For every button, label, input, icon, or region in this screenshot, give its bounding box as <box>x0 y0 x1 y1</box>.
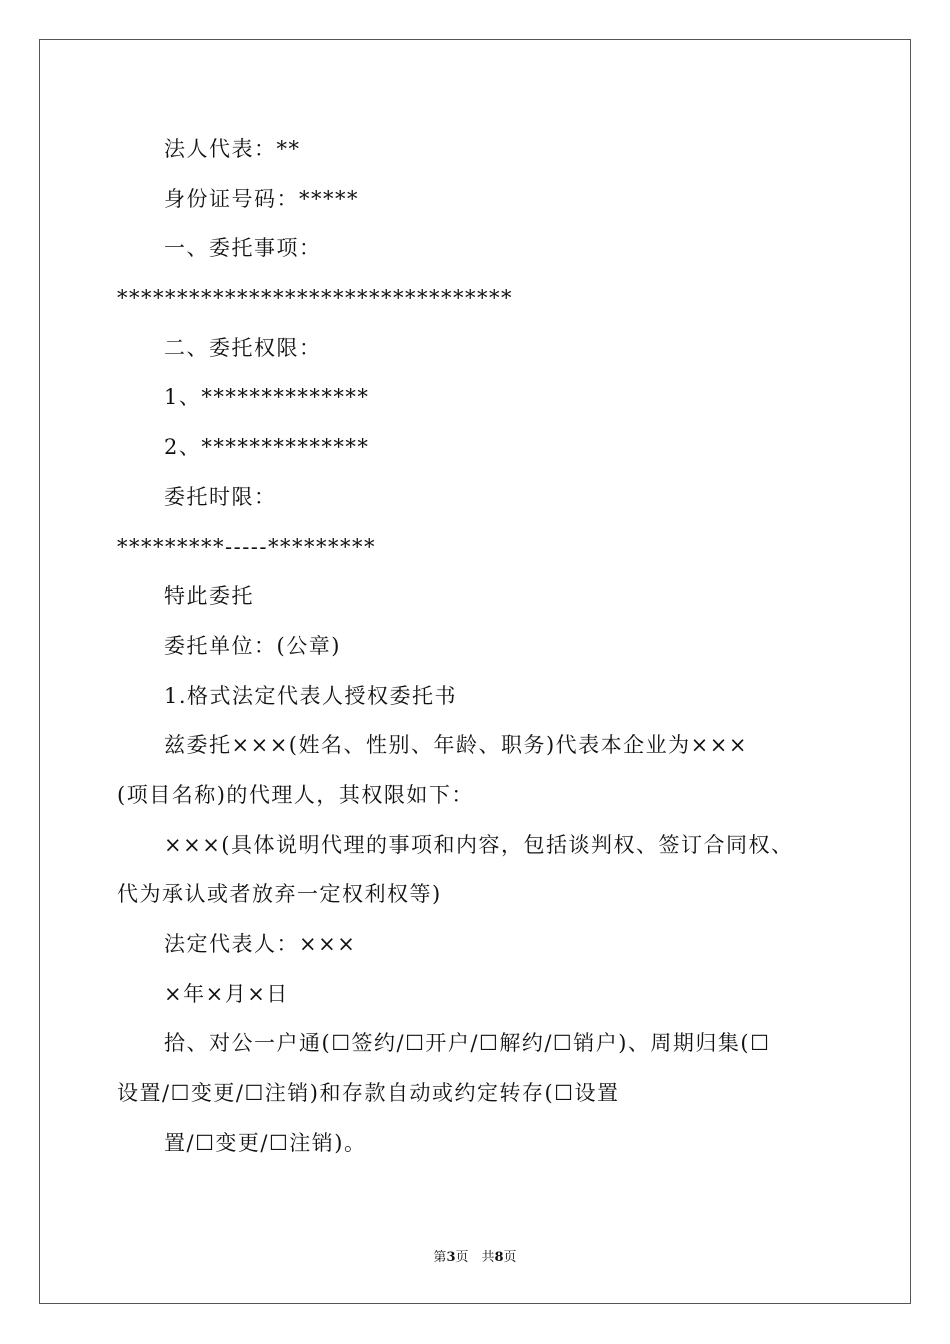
matters-placeholder-line: ********************************* <box>117 286 513 311</box>
paragraph-entrust-line-2: (项目名称)的代理人，其权限如下： <box>117 782 474 807</box>
id-number-line: 身份证号码：***** <box>164 186 359 211</box>
paragraph-scope-line-1: ×××(具体说明代理的事项和内容，包括谈判权、签订合同权、 <box>164 832 794 857</box>
footer-suffix: 页 <box>503 1250 517 1265</box>
format-title: 1.格式法定代表人授权委托书 <box>164 683 458 708</box>
footer-prefix: 第 <box>433 1250 447 1265</box>
paragraph-account-line-3: 置/☐变更/☐注销)。 <box>164 1130 367 1155</box>
document-body <box>117 125 857 1168</box>
footer-middle: 页 共 <box>455 1250 495 1265</box>
paragraph-account-line-1: 拾、对公一户通(☐签约/☐开户/☐解约/☐销户)、周期归集(☐ <box>164 1031 771 1056</box>
section-heading-authority: 二、委托权限： <box>164 335 322 360</box>
current-page-number: 3 <box>446 1250 456 1265</box>
closing-statement: 特此委托 <box>164 584 254 609</box>
paragraph-account-line-2: 设置/☐变更/☐注销)和存款自动或约定转存(☐设置 <box>117 1081 620 1106</box>
paragraph-scope-line-2: 代为承认或者放弃一定权利权等) <box>117 882 442 907</box>
page-footer <box>0 1246 950 1265</box>
authority-item-1: 1、************** <box>164 385 370 410</box>
date-line: ×年×月×日 <box>164 981 289 1006</box>
section-heading-matters: 一、委托事项： <box>164 236 322 261</box>
total-page-number: 8 <box>494 1250 504 1265</box>
term-placeholder-line: *********-----********* <box>117 534 376 559</box>
authority-item-2: 2、************** <box>164 435 370 460</box>
legal-representative-line: 法人代表：** <box>164 137 301 161</box>
entrusting-unit-line: 委托单位：(公章) <box>164 633 341 658</box>
legal-rep-signature-line: 法定代表人：××× <box>164 932 357 956</box>
paragraph-entrust-line-1: 兹委托×××(姓名、性别、年龄、职务)代表本企业为××× <box>164 733 748 758</box>
term-heading: 委托时限： <box>164 484 277 509</box>
